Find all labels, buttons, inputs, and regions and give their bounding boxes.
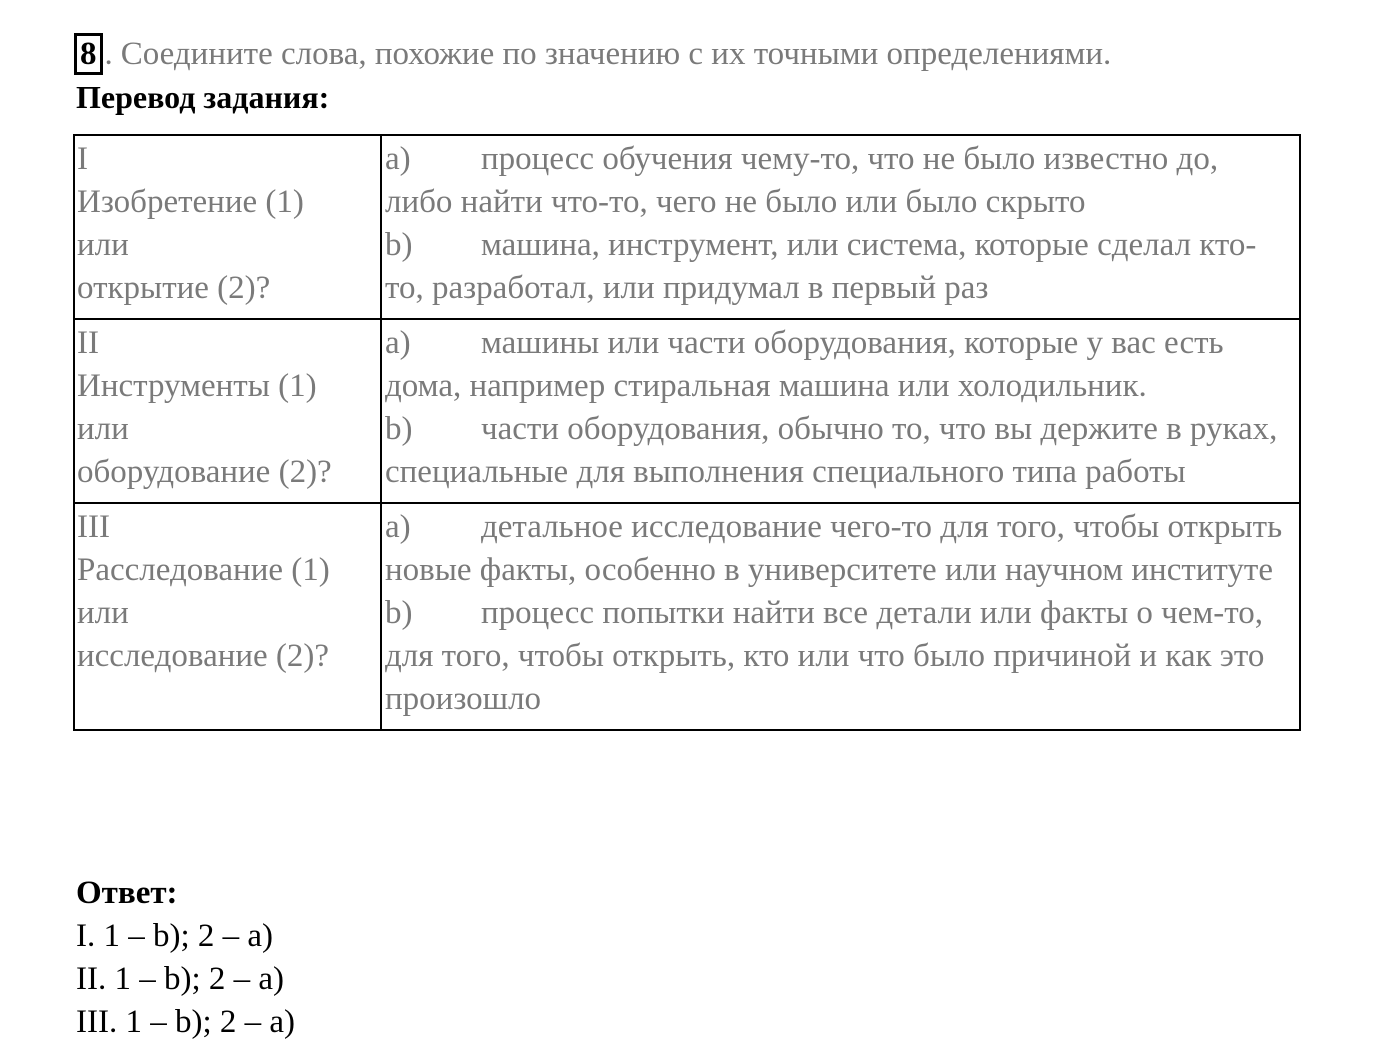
translation-heading: Перевод задания: — [76, 79, 330, 115]
definitions-cell — [381, 135, 1300, 319]
answer-heading: Ответ: — [76, 875, 178, 911]
word-two: оборудование (2)? — [77, 454, 332, 490]
definitions-cell — [381, 319, 1300, 503]
table-row — [74, 319, 1300, 503]
answer-line: I. 1 – b); 2 – a) — [76, 918, 274, 954]
word-pair-cell — [74, 135, 381, 319]
answer-line: III. 1 – b); 2 – a) — [76, 1004, 296, 1040]
definition-text: части оборудования, обычно то, что вы держите в руках, специальные для выполнения специального типа работы — [385, 411, 1278, 490]
task-number-dot: . — [104, 36, 113, 72]
word-one: Расследование (1) — [77, 552, 330, 588]
definition-text: машина, инструмент, или система, которые сделал кто-то, разработал, или придумал в первый раз — [385, 227, 1257, 306]
definition-text: процесс обучения чему-то, что не было известно до, либо найти что-то, чего не было или было скрыто — [385, 141, 1219, 220]
table-row — [74, 503, 1300, 730]
word-two: исследование (2)? — [77, 638, 330, 674]
tasks-table — [73, 134, 1301, 731]
task-number: 8 — [74, 33, 103, 75]
definitions-cell — [381, 503, 1300, 730]
task-instruction: Соедините слова, похожие по значению с их точными определениями. — [120, 36, 1112, 72]
definition-text: процесс попытки найти все детали или факты о чем-то, для того, чтобы открыть, кто или что было причиной и как это произошло — [385, 595, 1265, 717]
definition-letter: a) — [385, 325, 411, 361]
definition-item — [385, 506, 1293, 592]
definition-text: машины или части оборудования, которые у вас есть дома, например стиральная машина или холодильник. — [385, 325, 1224, 404]
or-label: или — [77, 411, 129, 447]
definition-item — [385, 408, 1293, 494]
row-roman-numeral: I — [77, 141, 88, 177]
definition-letter: b) — [385, 227, 413, 263]
word-one: Изобретение (1) — [77, 184, 304, 220]
word-pair-cell — [74, 319, 381, 503]
or-label: или — [77, 227, 129, 263]
task-header — [74, 33, 1111, 75]
or-label: или — [77, 595, 129, 631]
word-pair-cell — [74, 503, 381, 730]
definition-letter: b) — [385, 411, 413, 447]
definition-item — [385, 224, 1293, 310]
word-one: Инструменты (1) — [77, 368, 317, 404]
row-roman-numeral: III — [77, 509, 110, 545]
table-row — [74, 135, 1300, 319]
answer-line: II. 1 – b); 2 – a) — [76, 961, 285, 997]
row-roman-numeral: II — [77, 325, 99, 361]
definition-letter: a) — [385, 509, 411, 545]
definition-letter: b) — [385, 595, 413, 631]
definition-item — [385, 138, 1293, 224]
answer-block — [76, 872, 295, 1044]
definition-item — [385, 592, 1293, 721]
definition-item — [385, 322, 1293, 408]
definition-letter: a) — [385, 141, 411, 177]
word-two: открытие (2)? — [77, 270, 271, 306]
definition-text: детальное исследование чего-то для того, чтобы открыть новые факты, особенно в университете или научном институте — [385, 509, 1283, 588]
